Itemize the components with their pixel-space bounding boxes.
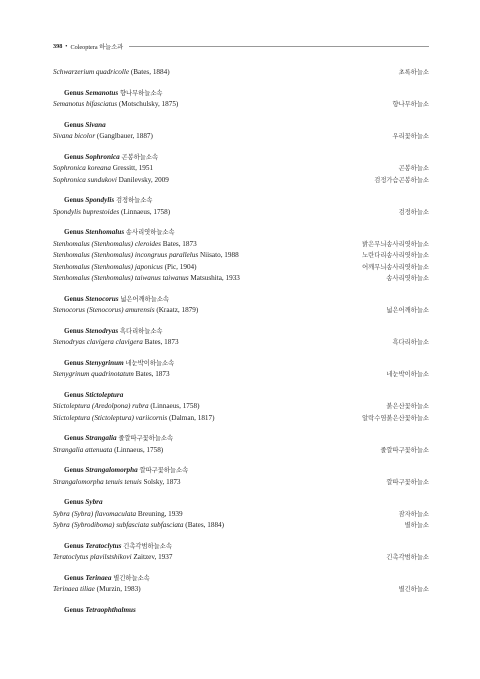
- genus-name: Semanotus: [85, 88, 119, 97]
- korean-name: 검정가슴곤봉하늘소: [374, 176, 429, 184]
- species-author: (Linnaeus, 1758): [114, 445, 164, 454]
- genus-heading: Genus Spondylis 검정하늘소속: [64, 196, 153, 204]
- genus-heading: Genus Strangalomorpha 깔따구꽃하늘소속: [64, 466, 189, 474]
- korean-name: 노란다리송사리엿하늘소: [362, 252, 429, 259]
- species-name: Spondylis buprestoides: [53, 207, 120, 216]
- species-name: Schwarzerium quadricolle: [53, 68, 130, 76]
- genus-name: Sybra: [85, 498, 103, 506]
- header-title: Coleoptera 하늘소과: [70, 43, 124, 51]
- genus-heading: Genus Stenhomalus 송사리엿하늘소속: [64, 228, 175, 236]
- species-name: Stenodryas clavigera clavigera: [53, 338, 143, 346]
- korean-name: 붉은산꽃하늘소: [386, 403, 429, 410]
- species-entry: [53, 337, 429, 349]
- species-entry: [53, 369, 429, 381]
- species-author: Solsky, 1873: [143, 477, 181, 486]
- species-name: Sivana bicolor: [53, 132, 96, 140]
- genus-korean-name: 향나무하늘소속: [119, 89, 163, 97]
- species-entry: [53, 175, 429, 187]
- header-rule: [129, 46, 429, 47]
- korean-name: 초록하늘소: [398, 69, 429, 76]
- genus-korean-name: 깔따구꽃하늘소속: [139, 467, 189, 474]
- genus-korean-name: 송사리엿하늘소속: [125, 229, 175, 236]
- species-name: Stenhomalus (Stenhomalus) incongruus parallelus: [53, 251, 199, 259]
- genus-heading: Genus Sybra: [64, 498, 103, 506]
- genus-korean-name: 검정하늘소속: [115, 197, 153, 204]
- species-entry: [53, 584, 429, 596]
- genus-korean-name: 별긴하늘소속: [113, 574, 150, 582]
- genus-name: Terinaea: [85, 573, 112, 582]
- genus-korean-name: 넓은어깨하늘소속: [120, 295, 169, 303]
- korean-name: 별하늘소: [404, 522, 429, 529]
- genus-name: Sivana: [85, 120, 106, 129]
- species-author: Bates, 1873: [162, 239, 197, 248]
- species-name: Semanotus bifasciatus: [53, 100, 118, 108]
- header-separator: •: [65, 42, 68, 50]
- genus-heading: Genus Strangalia 줄깔따구꽃하늘소속: [64, 434, 174, 442]
- species-author: Danilevsky, 2009: [118, 175, 169, 184]
- species-name: Strangalomorpha tenuis tenuis: [53, 477, 142, 486]
- genus-heading: Genus Stenygrinum 네눈박이하늘소속: [64, 358, 175, 367]
- genus-name: Strangalomorpha: [85, 466, 138, 474]
- species-author: (Bates, 1884): [130, 68, 170, 76]
- species-author: (Murzin, 1983): [96, 585, 141, 593]
- genus-korean-name: 흑다리하늘소속: [119, 327, 163, 335]
- species-author: (Dalman, 1817): [168, 413, 215, 422]
- species-list: [53, 67, 429, 616]
- species-entry: [53, 67, 429, 79]
- korean-name: 네눈박이하늘소: [386, 371, 429, 378]
- species-name: Stenygrinum quadrinotatum: [53, 370, 134, 378]
- species-entry: [53, 207, 429, 219]
- genus-name: Strangalia: [85, 434, 117, 442]
- species-author: Bates, 1873: [135, 370, 170, 378]
- korean-name: 긴촉각범하늘소: [386, 554, 429, 561]
- species-name: Sophronica sundukovi: [53, 175, 117, 184]
- genus-heading: Genus Teratoclytus 긴촉각범하늘소속: [64, 541, 172, 550]
- genus-name: Stenygrinum: [85, 358, 124, 367]
- genus-heading: Genus Semanotus 향나무하늘소속: [64, 88, 163, 97]
- genus-korean-name: 네눈박이하늘소속: [125, 359, 175, 367]
- species-entry: [53, 509, 429, 521]
- korean-name: 알락수염붉은산꽃하늘소: [362, 414, 429, 422]
- species-entry: [53, 552, 429, 564]
- genus-name: Stenhomalus: [85, 228, 125, 236]
- species-author: (Kraatz, 1879): [156, 306, 199, 314]
- genus-heading: Genus Terinaea 별긴하늘소속: [64, 573, 150, 582]
- genus-heading: Genus Stictoleptura: [64, 390, 124, 399]
- species-entry: [53, 250, 429, 262]
- genus-heading: Genus Tetraophthalmus: [64, 605, 136, 614]
- species-entry: [53, 163, 429, 175]
- genus-heading: Genus Sophronica 곤봉하늘소속: [64, 152, 159, 161]
- species-author: (Ganglbauer, 1887): [96, 132, 153, 140]
- genus-heading: Genus Sivana: [64, 120, 106, 129]
- genus-name: Spondylis: [85, 196, 115, 204]
- species-name: Stenocorus (Stenocorus) amurensis: [53, 306, 155, 314]
- species-name: Stenhomalus (Stenhomalus) cleroides: [53, 239, 161, 248]
- species-name: Strangalia attenuata: [53, 445, 113, 454]
- species-author: Bates, 1873: [144, 338, 179, 346]
- species-author: (Linnaeus, 1758): [150, 402, 200, 410]
- genus-name: Stenodryas: [85, 326, 119, 335]
- genus-name: Stictoleptura: [85, 390, 124, 399]
- korean-name: 깔따구꽃하늘소: [386, 478, 429, 486]
- species-entry: [53, 401, 429, 413]
- running-header: [53, 41, 429, 51]
- genus-heading: Genus Stenocorus 넓은어깨하늘소속: [64, 294, 169, 303]
- korean-name: 곤봉하늘소: [398, 165, 429, 172]
- species-entry: [53, 305, 429, 317]
- species-author: Breuning, 1939: [137, 509, 183, 518]
- species-author: Gressitt, 1951: [112, 164, 154, 172]
- species-entry: [53, 413, 429, 425]
- species-name: Stenhomalus (Stenhomalus) japonicus: [53, 262, 163, 271]
- genus-heading: Genus Stenodryas 흑다리하늘소속: [64, 326, 163, 335]
- korean-name: 별긴하늘소: [398, 586, 429, 593]
- species-author: Niisato, 1988: [199, 251, 239, 259]
- species-author: (Motschulsky, 1875): [118, 100, 179, 108]
- genus-korean-name: 곤봉하늘소속: [121, 153, 159, 161]
- species-name: Terinaea tiliae: [53, 585, 95, 593]
- species-author: Zaitzev, 1937: [133, 553, 173, 561]
- species-author: (Linnaeus, 1758): [121, 207, 171, 216]
- korean-name: 흑다리하늘소: [392, 339, 429, 346]
- species-entry: [53, 477, 429, 489]
- genus-korean-name: 긴촉각범하늘소속: [123, 542, 172, 550]
- korean-name: 어깨무늬송사리엿하늘소: [362, 263, 429, 271]
- species-name: Sybra (Sybra) flavomaculata: [53, 509, 137, 518]
- species-entry: [53, 445, 429, 457]
- species-entry: [53, 99, 429, 111]
- species-entry: [53, 262, 429, 274]
- species-name: Sophronica koreana: [53, 164, 111, 172]
- species-name: Stictoleptura (Stictoleptura) variicornis: [53, 413, 168, 422]
- species-entry: [53, 131, 429, 143]
- species-author: Matsushita, 1933: [190, 274, 240, 282]
- genus-name: Sophronica: [85, 152, 120, 161]
- page-number: 398: [53, 42, 63, 50]
- species-entry: [53, 239, 429, 251]
- genus-name: Teratoclytus: [85, 541, 122, 550]
- korean-name: 송사리엿하늘소: [386, 275, 429, 282]
- species-entry: [53, 520, 429, 532]
- species-entry: [53, 273, 429, 285]
- korean-name: 밝은무늬송사리엿하늘소: [362, 240, 429, 248]
- korean-name: 넓은어깨하늘소: [386, 307, 429, 314]
- species-name: Teratoclytus plavilstshikovi: [53, 553, 132, 561]
- genus-name: Tetraophthalmus: [85, 605, 136, 614]
- species-author: (Bates, 1884): [185, 521, 225, 529]
- korean-name: 향나무하늘소: [392, 101, 429, 108]
- korean-name: 잠자하늘소: [398, 510, 429, 518]
- genus-name: Stenocorus: [85, 294, 119, 303]
- genus-korean-name: 줄깔따구꽃하늘소속: [118, 435, 174, 442]
- species-name: Stictoleptura (Aredolpona) rubra: [53, 402, 149, 410]
- species-name: Sybra (Sybrodiboma) subfasciata subfasciata: [53, 521, 184, 529]
- korean-name: 우리꽃하늘소: [392, 133, 429, 140]
- species-author: (Pic, 1904): [164, 262, 197, 271]
- species-name: Stenhomalus (Stenhomalus) taiwanus taiwanus: [53, 274, 189, 282]
- korean-name: 검정하늘소: [398, 208, 429, 216]
- korean-name: 줄깔따구꽃하늘소: [380, 446, 429, 454]
